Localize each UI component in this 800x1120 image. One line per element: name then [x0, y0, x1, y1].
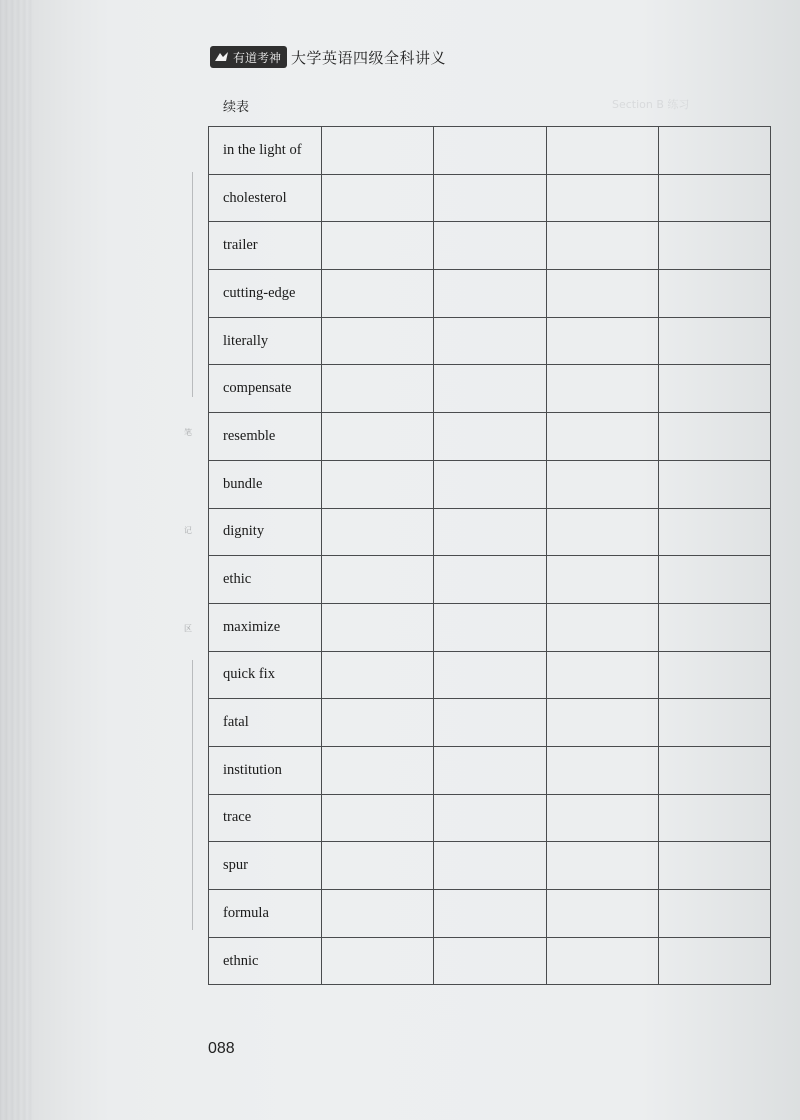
blank-answer-cell[interactable]: [546, 937, 658, 985]
blank-answer-cell[interactable]: [434, 556, 546, 604]
blank-answer-cell[interactable]: [322, 699, 434, 747]
blank-answer-cell[interactable]: [434, 222, 546, 270]
table-row: [209, 460, 771, 508]
blank-answer-cell[interactable]: [658, 222, 770, 270]
vocab-word-cell: fatal: [209, 699, 322, 747]
blank-answer-cell[interactable]: [658, 270, 770, 318]
page-edge-shadow: [0, 0, 34, 1120]
blank-answer-cell[interactable]: [434, 746, 546, 794]
blank-answer-cell[interactable]: [658, 413, 770, 461]
vocab-word-cell: trace: [209, 794, 322, 842]
blank-answer-cell[interactable]: [434, 794, 546, 842]
vocab-word-cell: resemble: [209, 413, 322, 461]
vocab-word-cell: ethic: [209, 556, 322, 604]
blank-answer-cell[interactable]: [546, 365, 658, 413]
blank-answer-cell[interactable]: [658, 794, 770, 842]
vocab-word-cell: cholesterol: [209, 174, 322, 222]
blank-answer-cell[interactable]: [434, 413, 546, 461]
blank-answer-cell[interactable]: [658, 603, 770, 651]
blank-answer-cell[interactable]: [322, 127, 434, 175]
blank-answer-cell[interactable]: [546, 270, 658, 318]
blank-answer-cell[interactable]: [322, 460, 434, 508]
blank-answer-cell[interactable]: [322, 270, 434, 318]
vocab-word-cell: quick fix: [209, 651, 322, 699]
blank-answer-cell[interactable]: [658, 651, 770, 699]
blank-answer-cell[interactable]: [322, 937, 434, 985]
show-through-text: Section B 练习: [612, 98, 690, 111]
vocabulary-table-body: [209, 127, 771, 985]
table-row: [209, 317, 771, 365]
margin-rule-bottom: [192, 660, 193, 930]
blank-answer-cell[interactable]: [546, 413, 658, 461]
vocab-word-cell: ethnic: [209, 937, 322, 985]
table-row: [209, 508, 771, 556]
blank-answer-cell[interactable]: [322, 174, 434, 222]
blank-answer-cell[interactable]: [322, 556, 434, 604]
blank-answer-cell[interactable]: [434, 174, 546, 222]
brand-logo: [210, 46, 287, 68]
table-row: [209, 937, 771, 985]
table-row: [209, 127, 771, 175]
blank-answer-cell[interactable]: [322, 603, 434, 651]
blank-answer-cell[interactable]: [434, 508, 546, 556]
vocab-word-cell: formula: [209, 890, 322, 938]
blank-answer-cell[interactable]: [434, 365, 546, 413]
blank-answer-cell[interactable]: [546, 174, 658, 222]
table-row: [209, 365, 771, 413]
vocab-word-cell: cutting-edge: [209, 270, 322, 318]
page-header: [210, 45, 446, 69]
blank-answer-cell[interactable]: [322, 317, 434, 365]
book-title: 大学英语四级全科讲义: [291, 48, 447, 67]
blank-answer-cell[interactable]: [434, 127, 546, 175]
vocabulary-table: [208, 126, 771, 985]
blank-answer-cell[interactable]: [658, 317, 770, 365]
blank-answer-cell[interactable]: [322, 890, 434, 938]
brand-name: 有道考神: [233, 50, 282, 65]
blank-answer-cell[interactable]: [322, 746, 434, 794]
blank-answer-cell[interactable]: [546, 127, 658, 175]
table-row: [209, 651, 771, 699]
blank-answer-cell[interactable]: [322, 413, 434, 461]
blank-answer-cell[interactable]: [546, 460, 658, 508]
vocab-word-cell: in the light of: [209, 127, 322, 175]
table-row: [209, 746, 771, 794]
vocab-word-cell: spur: [209, 842, 322, 890]
blank-answer-cell[interactable]: [546, 842, 658, 890]
blank-answer-cell[interactable]: [658, 127, 770, 175]
blank-answer-cell[interactable]: [322, 508, 434, 556]
table-row: [209, 890, 771, 938]
blank-answer-cell[interactable]: [546, 651, 658, 699]
blank-answer-cell[interactable]: [658, 890, 770, 938]
blank-answer-cell[interactable]: [546, 317, 658, 365]
blank-answer-cell[interactable]: [322, 794, 434, 842]
blank-answer-cell[interactable]: [322, 222, 434, 270]
blank-answer-cell[interactable]: [322, 365, 434, 413]
brand-bird-icon: [214, 50, 230, 64]
blank-answer-cell[interactable]: [546, 794, 658, 842]
blank-answer-cell[interactable]: [322, 651, 434, 699]
table-row: [209, 413, 771, 461]
table-row: [209, 222, 771, 270]
blank-answer-cell[interactable]: [658, 842, 770, 890]
margin-note-char: 记: [184, 526, 192, 535]
blank-answer-cell[interactable]: [322, 842, 434, 890]
vocab-word-cell: literally: [209, 317, 322, 365]
vocab-word-cell: bundle: [209, 460, 322, 508]
blank-answer-cell[interactable]: [546, 603, 658, 651]
page-number: 088: [208, 1040, 235, 1057]
blank-answer-cell[interactable]: [434, 317, 546, 365]
blank-answer-cell[interactable]: [434, 603, 546, 651]
margin-note-char: 区: [184, 624, 192, 633]
table-row: [209, 699, 771, 747]
blank-answer-cell[interactable]: [546, 222, 658, 270]
blank-answer-cell[interactable]: [546, 556, 658, 604]
blank-answer-cell[interactable]: [658, 746, 770, 794]
blank-answer-cell[interactable]: [658, 937, 770, 985]
blank-answer-cell[interactable]: [658, 556, 770, 604]
margin-note-char: 笔: [184, 428, 192, 437]
vocab-word-cell: compensate: [209, 365, 322, 413]
blank-answer-cell[interactable]: [434, 699, 546, 747]
blank-answer-cell[interactable]: [658, 508, 770, 556]
table-row: [209, 174, 771, 222]
blank-answer-cell[interactable]: [434, 651, 546, 699]
table-row: [209, 270, 771, 318]
table-row: [209, 556, 771, 604]
table-row: [209, 794, 771, 842]
blank-answer-cell[interactable]: [546, 508, 658, 556]
vocab-word-cell: dignity: [209, 508, 322, 556]
continued-label: 续表: [223, 100, 250, 115]
vocab-word-cell: institution: [209, 746, 322, 794]
margin-rule-top: [192, 172, 193, 397]
blank-answer-cell[interactable]: [658, 460, 770, 508]
blank-answer-cell[interactable]: [434, 842, 546, 890]
blank-answer-cell[interactable]: [546, 746, 658, 794]
table-row: [209, 603, 771, 651]
blank-answer-cell[interactable]: [658, 699, 770, 747]
blank-answer-cell[interactable]: [658, 365, 770, 413]
blank-answer-cell[interactable]: [546, 890, 658, 938]
blank-answer-cell[interactable]: [434, 890, 546, 938]
blank-answer-cell[interactable]: [658, 174, 770, 222]
vocab-word-cell: trailer: [209, 222, 322, 270]
blank-answer-cell[interactable]: [546, 699, 658, 747]
blank-answer-cell[interactable]: [434, 460, 546, 508]
table-row: [209, 842, 771, 890]
blank-answer-cell[interactable]: [434, 270, 546, 318]
vocab-word-cell: maximize: [209, 603, 322, 651]
blank-answer-cell[interactable]: [434, 937, 546, 985]
